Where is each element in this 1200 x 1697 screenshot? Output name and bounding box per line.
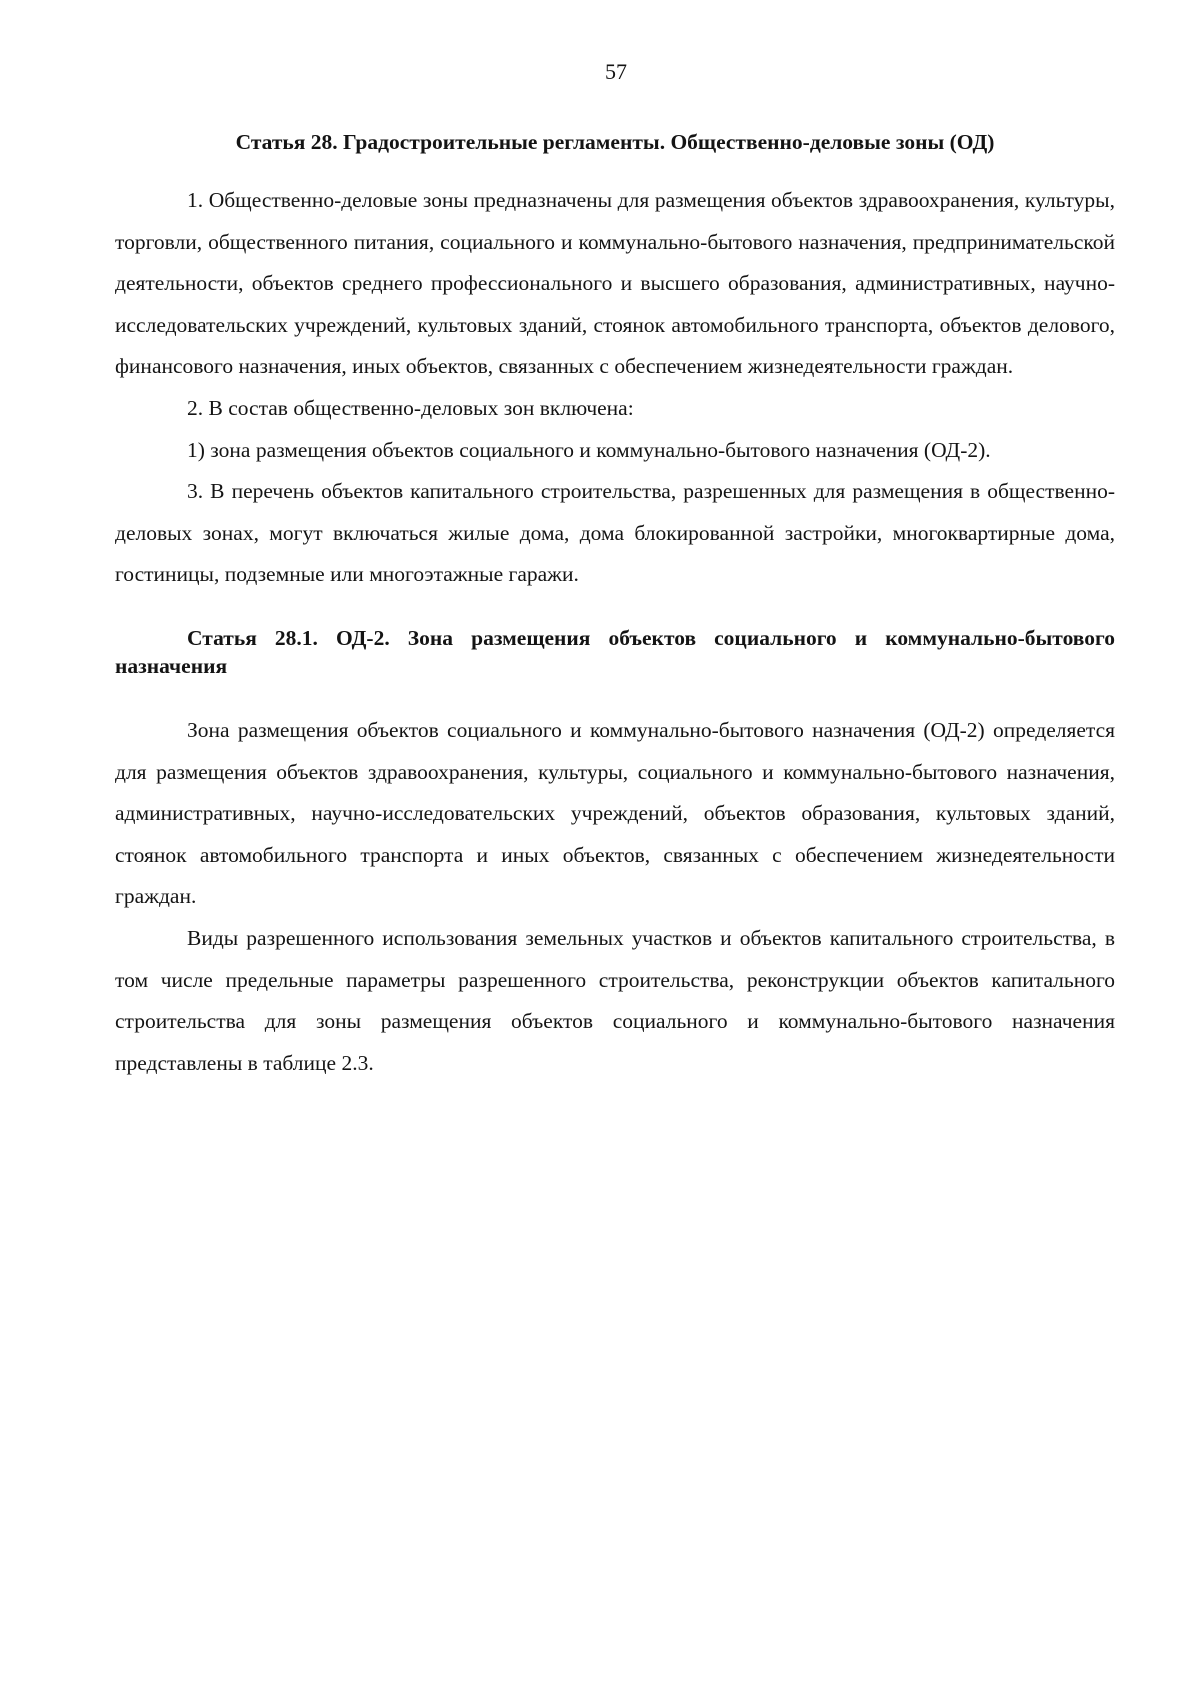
document-body — [115, 128, 1115, 1084]
article-28-paragraph-3: 1) зона размещения объектов социального и коммунально-бытового назначения (ОД-2). — [187, 437, 991, 462]
article-28-paragraph-2: 2. В состав общественно-деловых зон включена: — [187, 395, 634, 420]
article-28-heading: Статья 28. Градостроительные регламенты. Общественно-деловые зоны (ОД) — [235, 130, 995, 154]
article-28-1-paragraph-1: Зона размещения объектов социального и коммунально-бытового назначения (ОД-2) определяется для размещения объектов здравоохранения, культуры, социального и коммунально-бытового назначения, административных, научно-исследовательских учреждений, объектов образования, культовых зданий, стоянок автомобильного транспорта и иных объектов, связанных с обеспечением жизнедеятельности граждан. — [115, 717, 1115, 909]
article-28-paragraph-1: 1. Общественно-деловые зоны предназначены для размещения объектов здравоохранения, культуры, торговли, общественного питания, социального и коммунально-бытового назначения, предпринимательской деятельности, объектов среднего профессионального и высшего образования, административных, научно-исследовательских учреждений, культовых зданий, стоянок автомобильного транспорта, объектов делового, финансового назначения, иных объектов, связанных с обеспечением жизнедеятельности граждан. — [115, 188, 1115, 379]
article-28-1-heading: Статья 28.1. ОД-2. Зона размещения объектов социального и коммунально-бытового назначения — [115, 625, 1115, 678]
article-28 — [115, 128, 1115, 596]
article-28-1-paragraph-2: Виды разрешенного использования земельных участков и объектов капитального строительства, в том числе предельные параметры разрешенного строительства, реконструкции объектов капитального строительства для зоны размещения объектов социального и коммунально-бытового назначения представлены в таблице 2.3. — [115, 925, 1115, 1075]
article-28-1 — [115, 624, 1115, 1084]
page-number: 57 — [605, 59, 627, 84]
article-28-paragraph-4: 3. В перечень объектов капитального строительства, разрешенных для размещения в общественно-деловых зонах, могут включаться жилые дома, дома блокированной застройки, многоквартирные дома, гостиницы, подземные или многоэтажные гаражи. — [115, 479, 1115, 587]
